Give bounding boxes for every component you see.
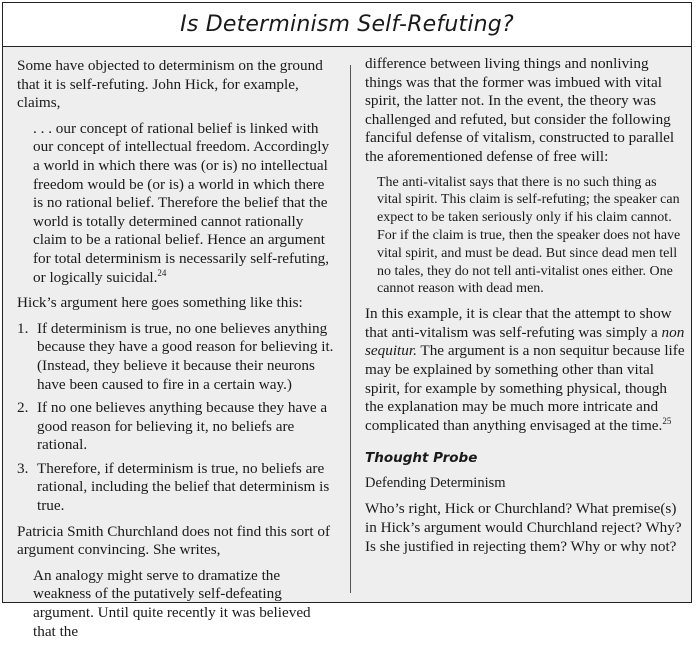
footnote-25: 25: [662, 415, 672, 426]
vitalist-quote: The anti-vitalist says that there is no such thing as vital spirit. This claim is self-refuting; the speaker can expect to be taken seriously only if his claim cannot. For if the claim is true, then the speaker does not have vital spirit, and must be dead. But since dead men tell no tales, they do not tell anti-vitalist ones either. One cannot reason with dead men.: [377, 174, 681, 297]
right-column: [365, 55, 687, 563]
intro-paragraph: Some have objected to determinism on the ground that it is self-refuting. John Hick, for example, claims,: [17, 57, 323, 112]
footnote-24: 24: [157, 267, 167, 278]
churchland-quote: An analogy might serve to dramatize the weakness of the putatively self-defeating argument. Until quite recently it was believed that the: [33, 566, 311, 640]
title-bar: [3, 3, 691, 47]
example-paragraph: In this example, it is clear that the attempt to show that anti-vitalism was self-refuting was simply a non sequitur. The argument is a non sequitur because life may be explained by something other than vital spirit, for example by something physical, though the explanation may be much more intricate and complicated than anything envisaged at the time.$^{25}$: [365, 305, 685, 434]
argument-step: 3. Therefore, if determinism is true, no beliefs are rational, including the belief that determinism is true.: [17, 459, 330, 515]
sidebar-box: [2, 2, 692, 640]
argument-steps: [17, 320, 337, 516]
argument-step: 2. If no one believes anything because they have a good reason for believing it, no beliefs are rational.: [17, 399, 328, 454]
thought-probe-heading: Thought Probe: [365, 450, 478, 467]
hick-quote: . . . our concept of rational belief is linked with our concept of intellectual freedom. Accordingly a world in which there was (or is) no intellectual freedom would be (or is) a world in which there is no rational belief. Therefore the belief that the world is totally determined cannot rationally claim to be a rational belief. Hence an argument for total determinism is necessarily self-refuting, or logically suicidal.$^{24}$: [33, 119, 330, 286]
argument-step: 1. If determinism is true, no one believes anything because they have a good reason for believing it. (Instead, they believe it because their neurons have been caused to fire in a certain way.): [17, 319, 334, 393]
box-title: Is Determinism Self-Refuting?: [180, 12, 514, 37]
quote-continuation: difference between living things and nonliving things was that the former was imbued with vital spirit, the latter not. In the event, the theory was challenged and refuted, but consider the following fanciful defense of vitalism, constructed to parallel the aforementioned defense of free will:: [365, 55, 675, 165]
left-column: [17, 57, 337, 648]
thought-probe-subheading: Defending Determinism: [365, 474, 506, 491]
churchland-lead: Patricia Smith Churchland does not find this sort of argument convincing. She writes,: [17, 522, 330, 559]
thought-probe-question: Who’s right, Hick or Churchland? What premise(s) in Hick’s argument would Churchland reject? Why? Is she justified in rejecting them? Why or why not?: [365, 500, 682, 555]
non-sequitur-italic: non sequitur.: [365, 323, 685, 360]
column-divider: [350, 65, 351, 593]
argument-lead: Hick’s argument here goes something like this:: [17, 294, 303, 312]
